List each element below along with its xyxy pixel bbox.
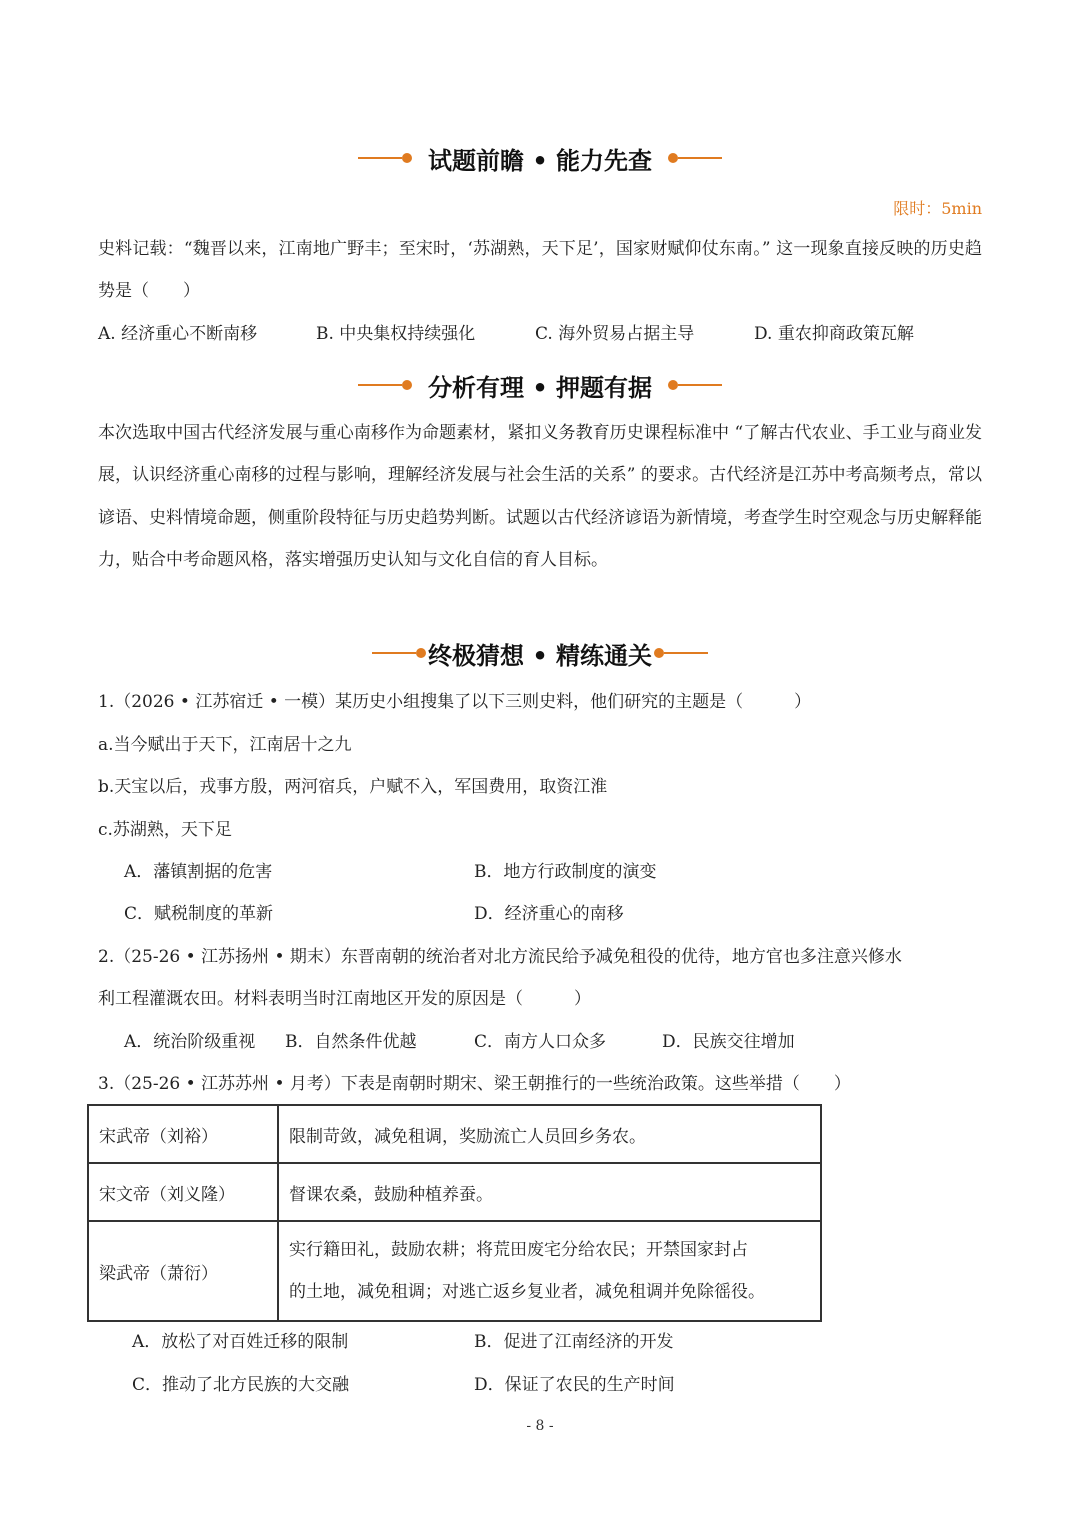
policy-line: 实行籍田礼，鼓励农耕；将荒田废宅分给农民；开禁国家封占 [289,1240,748,1260]
table-cell-emperor: 梁武帝（萧衍） [88,1221,278,1321]
q3-option-a: A．放松了对百姓迁移的限制 [132,1332,349,1352]
q2-option-c: C．南方人口众多 [474,1032,607,1052]
q1-source-b: b.天宝以后，戎事方殷，两河宿兵，户赋不入，军国费用，取资江淮 [98,777,608,797]
q1-stem: 1.（2026 • 江苏宿迁 • 一模）某历史小组搜集了以下三则史料，他们研究的主题是（ ） [98,692,812,712]
q1-option-b: B．地方行政制度的演变 [474,862,657,882]
section-title-preview [0,142,1080,174]
table-row [88,1163,821,1221]
time-limit: 限时：5min [893,199,982,218]
q2-option-a: A．统治阶级重视 [124,1032,256,1052]
q3-option-d: D．保证了农民的生产时间 [474,1375,675,1395]
table-cell-policy: 限制苛敛，减免租调，奖励流亡人员回乡务农。 [278,1105,821,1163]
q2-stem-line1: 2.（25-26 • 江苏扬州 • 期末）东晋南朝的统治者对北方流民给予减免租役的优待，地方官也多注意兴修水 [98,947,902,967]
table-cell-emperor: 宋武帝（刘裕） [88,1105,278,1163]
title-decoration-right [668,153,722,163]
table-row [88,1105,821,1163]
q2-option-b: B．自然条件优越 [285,1032,417,1052]
page-number: - 8 - [526,1418,554,1434]
preview-option-a: A. 经济重心不断南移 [98,324,258,344]
policy-table [87,1104,822,1322]
policy-line: 的土地，减免租调；对逃亡返乡复业者，减免租调并免除徭役。 [289,1282,765,1302]
title-decoration-left [358,153,412,163]
title-decoration-right [654,648,708,658]
preview-question-stem: 史料记载：“魏晋以来，江南地广野丰；至宋时，‘苏湖熟，天下足’，国家财赋仰仗东南。” 这一现象直接反映的历史趋势是（ ） [98,239,982,302]
preview-option-c: C. 海外贸易占据主导 [535,324,695,344]
analysis-paragraph: 本次选取中国古代经济发展与重心南移作为命题素材，紧扣义务教育历史课程标准中 “了解古代农业、手工业与商业发展，认识经济重心南移的过程与影响，理解经济发展与社会生活的关系” 的要求。古代经济是江苏中考高频考点，常以谚语、史料情境命题，侧重阶段特征与历史趋势判断。试题以古代经济谚语为新情境，考查学生时空观念与历史解释能力，贴合中考命题风格，落实增强历史认知与文化自信的育人目标。 [98,423,982,570]
q1-option-c: C．赋税制度的革新 [124,904,274,924]
title-decoration-left [372,648,426,658]
q1-option-a: A．藩镇割据的危害 [124,862,273,882]
title-decoration-right [668,380,722,390]
section-title-practice [0,637,1080,669]
section-title-text: 试题前瞻 • 能力先查 [427,146,653,175]
q1-option-d: D．经济重心的南移 [474,904,624,924]
table-row [88,1221,821,1321]
table-cell-policy [278,1221,821,1321]
q1-source-a: a.当今赋出于天下，江南居十之九 [98,735,352,755]
table-cell-emperor: 宋文帝（刘义隆） [88,1163,278,1221]
section-title-text: 终极猜想 • 精练通关 [427,641,653,670]
section-title-analysis [0,369,1080,401]
q2-stem-line2: 利工程灌溉农田。材料表明当时江南地区开发的原因是（ ） [98,989,591,1009]
title-decoration-left [358,380,412,390]
section-title-text: 分析有理 • 押题有据 [427,373,653,402]
q1-source-c: c.苏湖熟，天下足 [98,820,232,840]
q3-option-b: B．促进了江南经济的开发 [474,1332,674,1352]
preview-option-b: B. 中央集权持续强化 [316,324,476,344]
q2-option-d: D．民族交往增加 [662,1032,795,1052]
table-cell-policy: 督课农桑，鼓励种植养蚕。 [278,1163,821,1221]
q3-option-c: C．推动了北方民族的大交融 [132,1375,350,1395]
preview-option-d: D. 重农抑商政策瓦解 [754,324,914,344]
q3-stem: 3.（25-26 • 江苏苏州 • 月考）下表是南朝时期宋、梁王朝推行的一些统治政策。这些举措（ ） [98,1074,851,1094]
